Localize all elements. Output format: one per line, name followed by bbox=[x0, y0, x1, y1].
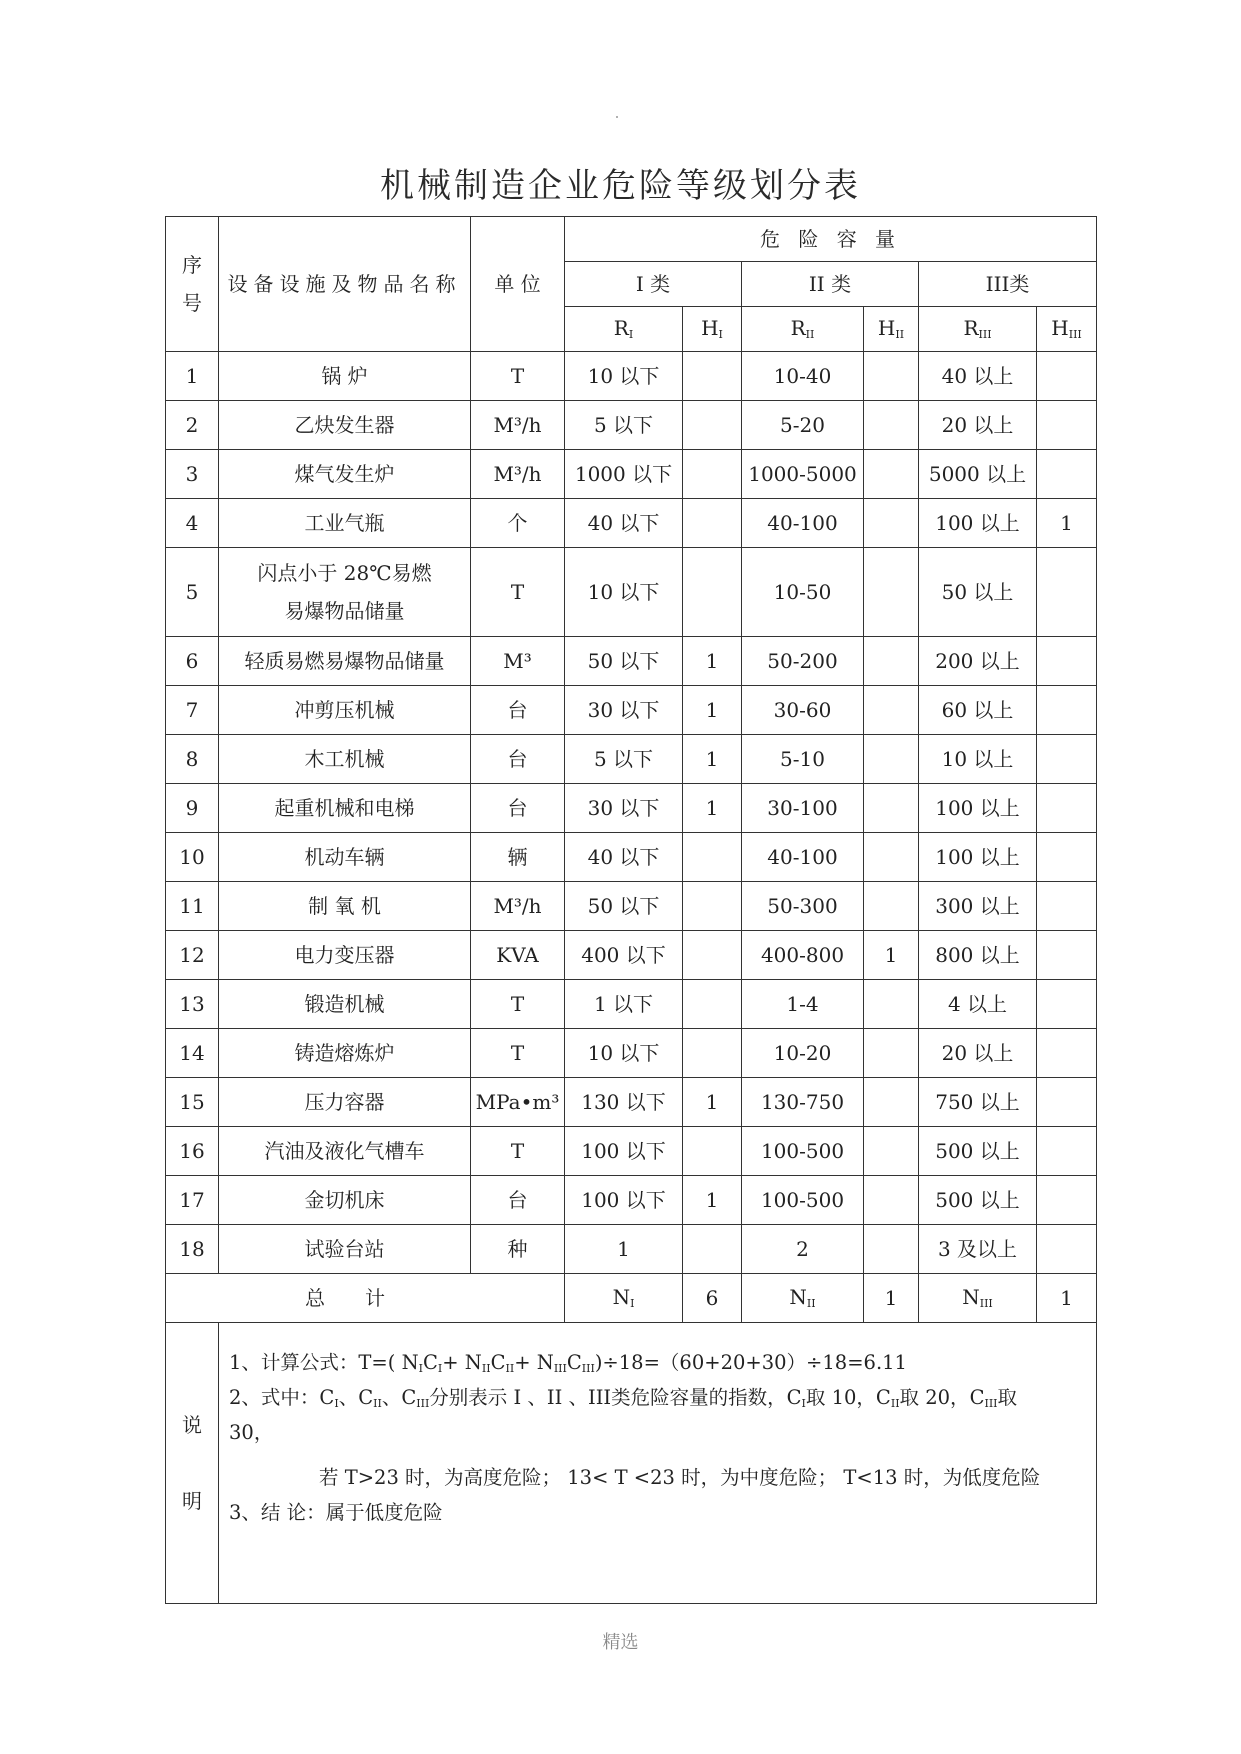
table-row bbox=[166, 1176, 1097, 1225]
row-number: 3 bbox=[166, 450, 219, 499]
row-h2 bbox=[864, 637, 919, 686]
table-row bbox=[166, 401, 1097, 450]
header-unit: 单 位 bbox=[471, 217, 565, 352]
row-number: 11 bbox=[166, 882, 219, 931]
row-r1: 30 以下 bbox=[565, 686, 683, 735]
row-h3 bbox=[1037, 352, 1097, 401]
row-h1: 1 bbox=[683, 1078, 742, 1127]
row-name: 乙炔发生器 bbox=[219, 401, 471, 450]
row-unit: M³/h bbox=[471, 401, 565, 450]
row-name: 压力容器 bbox=[219, 1078, 471, 1127]
row-h3 bbox=[1037, 931, 1097, 980]
row-name: 制 氧 机 bbox=[219, 882, 471, 931]
row-r2: 5-10 bbox=[742, 735, 864, 784]
row-number: 5 bbox=[166, 548, 219, 637]
table-row bbox=[166, 686, 1097, 735]
row-name: 工业气瓶 bbox=[219, 499, 471, 548]
row-unit: T bbox=[471, 352, 565, 401]
row-h1 bbox=[683, 499, 742, 548]
row-number: 2 bbox=[166, 401, 219, 450]
table-row bbox=[166, 882, 1097, 931]
header-r1: $R_I$ bbox=[565, 307, 683, 352]
row-h1 bbox=[683, 401, 742, 450]
row-number: 1 bbox=[166, 352, 219, 401]
row-r2: 1000-5000 bbox=[742, 450, 864, 499]
header-class2: II 类 bbox=[742, 262, 919, 307]
row-name: 试验台站 bbox=[219, 1225, 471, 1274]
row-r3: 500 以上 bbox=[919, 1176, 1037, 1225]
table-row bbox=[166, 735, 1097, 784]
table-row bbox=[166, 1127, 1097, 1176]
note-conclusion: 3、结 论：属于低度危险 bbox=[229, 1501, 443, 1525]
header-h2: $H_{II}$ bbox=[864, 307, 919, 352]
row-r2: 130-750 bbox=[742, 1078, 864, 1127]
table-row bbox=[166, 499, 1097, 548]
row-r2: 100-500 bbox=[742, 1127, 864, 1176]
row-number: 17 bbox=[166, 1176, 219, 1225]
row-unit: 台 bbox=[471, 686, 565, 735]
row-r2: 30-100 bbox=[742, 784, 864, 833]
row-number: 7 bbox=[166, 686, 219, 735]
total-row bbox=[166, 1274, 1097, 1323]
row-h1 bbox=[683, 548, 742, 637]
table-row bbox=[166, 450, 1097, 499]
row-h2 bbox=[864, 980, 919, 1029]
row-unit: 辆 bbox=[471, 833, 565, 882]
header-r3: $R_{III}$ bbox=[919, 307, 1037, 352]
header-capacity: 危 险 容 量 bbox=[565, 217, 1097, 262]
row-r2: 10-40 bbox=[742, 352, 864, 401]
table-row bbox=[166, 784, 1097, 833]
row-r3: 800 以上 bbox=[919, 931, 1037, 980]
row-r2: 100-500 bbox=[742, 1176, 864, 1225]
row-r1: 10 以下 bbox=[565, 352, 683, 401]
row-h1: 1 bbox=[683, 637, 742, 686]
total-h2: 1 bbox=[864, 1274, 919, 1323]
row-unit: M³/h bbox=[471, 882, 565, 931]
table-row bbox=[166, 637, 1097, 686]
row-h3: 1 bbox=[1037, 499, 1097, 548]
row-h3 bbox=[1037, 637, 1097, 686]
row-unit: 种 bbox=[471, 1225, 565, 1274]
row-r1: 40 以下 bbox=[565, 499, 683, 548]
row-r2: 5-20 bbox=[742, 401, 864, 450]
row-r2: 10-20 bbox=[742, 1029, 864, 1078]
row-r3: 3 及以上 bbox=[919, 1225, 1037, 1274]
row-number: 13 bbox=[166, 980, 219, 1029]
row-number: 10 bbox=[166, 833, 219, 882]
row-r1: 5 以下 bbox=[565, 735, 683, 784]
row-r1: 5 以下 bbox=[565, 401, 683, 450]
row-h3 bbox=[1037, 735, 1097, 784]
row-h2 bbox=[864, 735, 919, 784]
total-h3: 1 bbox=[1037, 1274, 1097, 1323]
row-r1: 100 以下 bbox=[565, 1127, 683, 1176]
row-h2 bbox=[864, 450, 919, 499]
row-name: 轻质易燃易爆物品储量 bbox=[219, 637, 471, 686]
row-r3: 300 以上 bbox=[919, 882, 1037, 931]
row-h3 bbox=[1037, 686, 1097, 735]
row-unit: M³/h bbox=[471, 450, 565, 499]
row-name: 机动车辆 bbox=[219, 833, 471, 882]
row-r2: 40-100 bbox=[742, 499, 864, 548]
row-h2 bbox=[864, 499, 919, 548]
row-h3 bbox=[1037, 1078, 1097, 1127]
row-h2 bbox=[864, 1078, 919, 1127]
row-r3: 10 以上 bbox=[919, 735, 1037, 784]
table-row bbox=[166, 548, 1097, 637]
row-h2 bbox=[864, 882, 919, 931]
total-n3: $N_{III}$ bbox=[919, 1274, 1037, 1323]
row-r2: 50-300 bbox=[742, 882, 864, 931]
row-h2 bbox=[864, 1029, 919, 1078]
row-unit: 个 bbox=[471, 499, 565, 548]
table-row bbox=[166, 1029, 1097, 1078]
total-h1: 6 bbox=[683, 1274, 742, 1323]
row-r3: 100 以上 bbox=[919, 833, 1037, 882]
row-r1: 100 以下 bbox=[565, 1176, 683, 1225]
row-h3 bbox=[1037, 548, 1097, 637]
row-h1 bbox=[683, 980, 742, 1029]
notes-row bbox=[166, 1323, 1097, 1604]
row-name: 冲剪压机械 bbox=[219, 686, 471, 735]
row-r3: 500 以上 bbox=[919, 1127, 1037, 1176]
row-r3: 200 以上 bbox=[919, 637, 1037, 686]
row-name: 煤气发生炉 bbox=[219, 450, 471, 499]
row-r1: 10 以下 bbox=[565, 1029, 683, 1078]
row-number: 15 bbox=[166, 1078, 219, 1127]
row-h1: 1 bbox=[683, 735, 742, 784]
row-h3 bbox=[1037, 833, 1097, 882]
row-number: 8 bbox=[166, 735, 219, 784]
row-h3 bbox=[1037, 1176, 1097, 1225]
row-h3 bbox=[1037, 450, 1097, 499]
row-h1 bbox=[683, 882, 742, 931]
row-h3 bbox=[1037, 882, 1097, 931]
row-r3: 60 以上 bbox=[919, 686, 1037, 735]
row-r3: 4 以上 bbox=[919, 980, 1037, 1029]
total-n1: $N_I$ bbox=[565, 1274, 683, 1323]
header-r2: $R_{II}$ bbox=[742, 307, 864, 352]
row-h3 bbox=[1037, 1127, 1097, 1176]
row-h1 bbox=[683, 1029, 742, 1078]
table-row bbox=[166, 1225, 1097, 1274]
row-number: 9 bbox=[166, 784, 219, 833]
row-unit: 台 bbox=[471, 735, 565, 784]
row-r2: 50-200 bbox=[742, 637, 864, 686]
row-unit: KVA bbox=[471, 931, 565, 980]
document-title: 机械制造企业危险等级划分表 bbox=[380, 166, 861, 206]
row-unit: T bbox=[471, 1127, 565, 1176]
row-r1: 1000 以下 bbox=[565, 450, 683, 499]
notes-body bbox=[219, 1323, 1097, 1604]
row-r3: 20 以上 bbox=[919, 1029, 1037, 1078]
row-h2 bbox=[864, 548, 919, 637]
row-h1: 1 bbox=[683, 686, 742, 735]
row-r2: 400-800 bbox=[742, 931, 864, 980]
notes-label: 说 明 bbox=[166, 1323, 219, 1604]
row-h2 bbox=[864, 401, 919, 450]
header-h1: $H_I$ bbox=[683, 307, 742, 352]
row-unit: MPa•m³ bbox=[471, 1078, 565, 1127]
row-h1 bbox=[683, 1127, 742, 1176]
row-number: 4 bbox=[166, 499, 219, 548]
row-h2 bbox=[864, 784, 919, 833]
row-h1 bbox=[683, 352, 742, 401]
row-r3: 100 以上 bbox=[919, 784, 1037, 833]
row-name: 汽油及液化气槽车 bbox=[219, 1127, 471, 1176]
row-name: 锅 炉 bbox=[219, 352, 471, 401]
row-r1: 30 以下 bbox=[565, 784, 683, 833]
hazard-table bbox=[165, 216, 1097, 1604]
row-h2 bbox=[864, 352, 919, 401]
row-name: 闪点小于 28℃易燃 易爆物品储量 bbox=[219, 548, 471, 637]
row-unit: M³ bbox=[471, 637, 565, 686]
header-class3: III类 bbox=[919, 262, 1097, 307]
row-h2 bbox=[864, 1225, 919, 1274]
row-r1: 130 以下 bbox=[565, 1078, 683, 1127]
row-r3: 40 以上 bbox=[919, 352, 1037, 401]
page-footer: 精选 bbox=[602, 1632, 639, 1653]
row-h3 bbox=[1037, 784, 1097, 833]
row-r1: 50 以下 bbox=[565, 882, 683, 931]
row-unit: 台 bbox=[471, 784, 565, 833]
row-r2: 2 bbox=[742, 1225, 864, 1274]
row-r2: 10-50 bbox=[742, 548, 864, 637]
header-h3: $H_{III}$ bbox=[1037, 307, 1097, 352]
row-r1: 10 以下 bbox=[565, 548, 683, 637]
row-r3: 5000 以上 bbox=[919, 450, 1037, 499]
row-r3: 50 以上 bbox=[919, 548, 1037, 637]
row-name: 木工机械 bbox=[219, 735, 471, 784]
row-unit: T bbox=[471, 548, 565, 637]
note-formula: 1、计算公式：T=( $N_IC_I+ N_{II}C_{II}+ N_{III}C_{III})\div 18=(60+20+30)\div 18=6.11$ bbox=[229, 1351, 907, 1375]
header-name: 设备设施及物品名称 bbox=[219, 217, 471, 352]
row-h2 bbox=[864, 686, 919, 735]
row-h2 bbox=[864, 833, 919, 882]
row-r2: 1-4 bbox=[742, 980, 864, 1029]
row-number: 18 bbox=[166, 1225, 219, 1274]
row-r3: 750 以上 bbox=[919, 1078, 1037, 1127]
row-r2: 30-60 bbox=[742, 686, 864, 735]
row-name: 金切机床 bbox=[219, 1176, 471, 1225]
row-h1: 1 bbox=[683, 1176, 742, 1225]
row-r1: 400 以下 bbox=[565, 931, 683, 980]
row-h1 bbox=[683, 833, 742, 882]
row-r2: 40-100 bbox=[742, 833, 864, 882]
row-unit: T bbox=[471, 980, 565, 1029]
row-h3 bbox=[1037, 1029, 1097, 1078]
table-row bbox=[166, 833, 1097, 882]
header-class1: I 类 bbox=[565, 262, 742, 307]
row-unit: T bbox=[471, 1029, 565, 1078]
table-row bbox=[166, 931, 1097, 980]
row-name: 起重机械和电梯 bbox=[219, 784, 471, 833]
table-row bbox=[166, 352, 1097, 401]
row-h2 bbox=[864, 1176, 919, 1225]
row-h3 bbox=[1037, 401, 1097, 450]
row-r1: 1 bbox=[565, 1225, 683, 1274]
row-r3: 20 以上 bbox=[919, 401, 1037, 450]
row-h1 bbox=[683, 931, 742, 980]
row-unit: 台 bbox=[471, 1176, 565, 1225]
row-name: 锻造机械 bbox=[219, 980, 471, 1029]
row-h1: 1 bbox=[683, 784, 742, 833]
row-r1: 50 以下 bbox=[565, 637, 683, 686]
row-r1: 40 以下 bbox=[565, 833, 683, 882]
page-dot bbox=[616, 116, 618, 118]
header-seq: 序 号 bbox=[166, 217, 219, 352]
note-definition-end: 30， bbox=[229, 1421, 274, 1445]
row-h3 bbox=[1037, 980, 1097, 1029]
total-n2: $N_{II}$ bbox=[742, 1274, 864, 1323]
row-h2 bbox=[864, 1127, 919, 1176]
table-row bbox=[166, 980, 1097, 1029]
note-thresholds: 若 T>23 时，为高度危险； 13< T <23 时，为中度危险； T<13 时，为低度危险 bbox=[319, 1466, 1041, 1490]
row-number: 16 bbox=[166, 1127, 219, 1176]
row-name: 电力变压器 bbox=[219, 931, 471, 980]
row-name: 铸造熔炼炉 bbox=[219, 1029, 471, 1078]
row-number: 6 bbox=[166, 637, 219, 686]
row-h1 bbox=[683, 1225, 742, 1274]
row-r3: 100 以上 bbox=[919, 499, 1037, 548]
row-h1 bbox=[683, 450, 742, 499]
row-number: 14 bbox=[166, 1029, 219, 1078]
row-r1: 1 以下 bbox=[565, 980, 683, 1029]
total-label: 总计 bbox=[166, 1274, 565, 1323]
row-h3 bbox=[1037, 1225, 1097, 1274]
table-row bbox=[166, 1078, 1097, 1127]
row-number: 12 bbox=[166, 931, 219, 980]
row-h2: 1 bbox=[864, 931, 919, 980]
note-definition: 2、式中：$C_I$、$C_{II}$、$C_{III}$分别表示 I 、II 、III类危险容量的指数，$C_I$取 10，$C_{II}$取 20，$C_{III}$取 bbox=[229, 1386, 1018, 1411]
